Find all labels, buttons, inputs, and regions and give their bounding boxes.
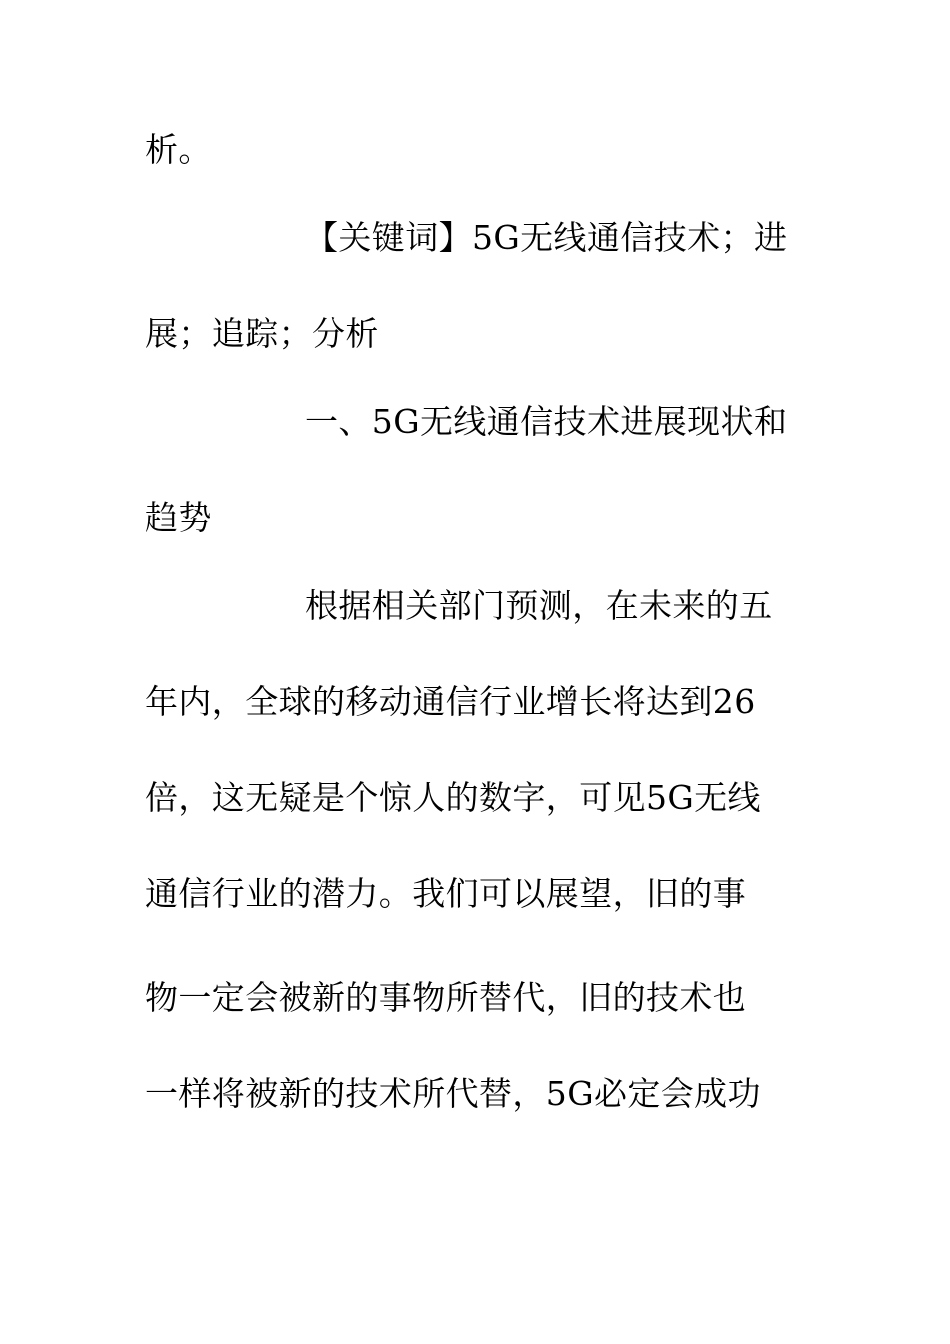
section-heading-continued: 趋势 bbox=[145, 498, 212, 537]
paragraph-line-1: 根据相关部门预测，在未来的五 bbox=[305, 586, 773, 625]
paragraph-line-4: 通信行业的潜力。我们可以展望，旧的事 bbox=[145, 874, 747, 913]
text-line-1: 析。 bbox=[145, 130, 212, 169]
paragraph-line-5: 物一定会被新的事物所替代，旧的技术也 bbox=[145, 978, 747, 1017]
paragraph-line-6: 一样将被新的技术所代替，5G必定会成功 bbox=[145, 1074, 761, 1113]
keywords-line-continued: 展；追踪；分析 bbox=[145, 314, 379, 353]
paragraph-line-3: 倍，这无疑是个惊人的数字，可见5G无线 bbox=[145, 778, 761, 817]
section-heading: 一、5G无线通信技术进展现状和 bbox=[305, 402, 788, 441]
keywords-line: 【关键词】5G无线通信技术；进 bbox=[305, 218, 788, 257]
paragraph-line-2: 年内，全球的移动通信行业增长将达到26 bbox=[145, 682, 756, 721]
